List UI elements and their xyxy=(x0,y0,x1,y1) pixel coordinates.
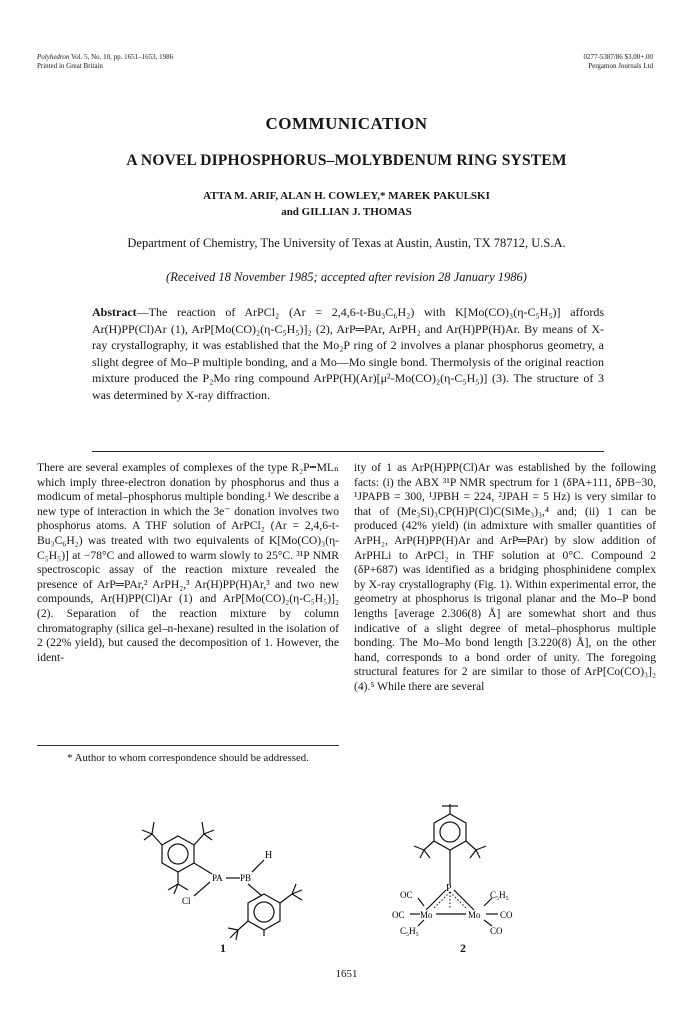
abstract xyxy=(92,304,604,404)
s1-pa-label: PA xyxy=(212,873,223,883)
body-column-left: There are several examples of complexes of the type R₂P┅MLₙ which imply three-electron donation by phosphorus and thus a modicum of metal–phosphorus multiple bonding.¹ We describe a new type of interaction in which the 3e⁻ donation involves two phosphorus atoms. A THF solution of ArPCl₂ (Ar = 2,4,6-t-Bu₃C₆H₂) was treated with two equivalents of K[Mo(CO)₃(η-C₅H₅)] at −78°C and allowed to warm slowly to 25°C. ³¹P NMR spectroscopic assay of the reaction mixture revealed the presence of ArP═PAr,² ArPH₂,³ Ar(H)PP(H)Ar,³ and two new compounds, Ar(H)PP(Cl)Ar (1) and ArP[Mo(CO)₂(η-C₅H₅)]₂ (2). Separation of the reaction mixture by column chromatography (silica gel–n-hexane) resulted in the isolation of 2 (22% yield), but caused the decomposition of 1. However, the ident- xyxy=(37,461,339,664)
running-header-left xyxy=(37,53,173,71)
authors-line-2: and GILLIAN J. THOMAS xyxy=(281,206,412,218)
aryl-ring-2 xyxy=(434,814,466,850)
citation: Vol. 5, No. 10, pp. 1651–1653, 1986 xyxy=(69,53,174,61)
footnote-rule xyxy=(37,745,339,746)
section-heading: COMMUNICATION xyxy=(265,114,428,133)
s2-mo-left-label: Mo xyxy=(420,910,433,920)
aryl-ring-b-circle xyxy=(254,902,274,922)
abstract-heading: Abstract xyxy=(92,305,137,319)
s1-cl-label: Cl xyxy=(182,896,191,906)
authors-line-1: ATTA M. ARIF, ALAN H. COWLEY,* MAREK PAKULSKI xyxy=(203,190,490,202)
affiliation: Department of Chemistry, The University of Texas at Austin, Austin, TX 78712, U.S.A. xyxy=(127,236,566,250)
paper-title: A NOVEL DIPHOSPHORUS–MOLYBDENUM RING SYSTEM xyxy=(126,152,567,169)
s1-pb-label: PB xyxy=(240,873,252,883)
publisher: Pergamon Journals Ltd xyxy=(588,62,653,70)
abstract-text: —The reaction of ArPCl₂ (Ar = 2,4,6-t-Bu₃C₆H₂) with K[Mo(CO)₃(η-C₅H₅)] affords Ar(H)PP(Cl)Ar (1), ArP[Mo(CO)₂(η-C₅H₅)]₂ (2), ArP═PAr, ArPH₂ and Ar(H)PP(H)Ar. By means of X-ray crystallography, it was established that the Mo₂P ring of 2 involves a planar phosphorus geometry, a slight degree of Mo–P multiple bonding, and a Mo—Mo single bond. Thermolysis of the original reaction mixture produced the P₂Mo ring compound ArPP(H)(Ar)[μ²-Mo(CO)₂(η-C₅H₅)] (3). The structure of 3 was determined by X-ray diffraction. xyxy=(92,305,604,402)
s2-c5h5-top-label: C₅H₅ xyxy=(490,890,509,900)
s2-oc-mid-label: OC xyxy=(392,910,405,920)
s2-c5h5-bot-label: C₅H₅ xyxy=(400,926,419,936)
abstract-rule xyxy=(92,451,604,452)
aryl-ring-a xyxy=(162,836,194,872)
body-column-right: ity of 1 as ArP(H)PP(Cl)Ar was established by the following facts: (i) the ABX ³¹P NMR spectrum for 1 (δPA+111, δPB−30, ¹JPAPB = 300, ¹JPBH = 224, ²JPAH = 5 Hz) is very similar to that of (Me₃Si)₃CP(H)P(Cl)C(SiMe₃)₃,⁴ and; (ii) 1 can be produced (42% yield) (in admixture with smaller quantities of ArPH₂, ArP(H)PP(H)Ar and ArP═PAr) by slow addition of ArPHLi to ArPCl₂ in THF solution at 0°C. Compound 2 (δP+687) was identified as a bridging phosphinidene complex by X-ray crystallography (Fig. 1). Within experimental error, the geometry at phosphorus is trigonal planar and the Mo–P bond lengths [average 2.306(8) Å] are somewhat short and thus indicative of a slight degree of metal–phosphorus multiple bonding. The Mo–Mo bond length [3.220(8) Å], on the other hand, corresponds to a bond order of unity. The foregoing structural features for 2 are similar to those of ArP[Co(CO)₃]₂ (4).⁵ While there are several xyxy=(354,461,656,693)
compound-1-label: 1 xyxy=(220,941,226,955)
journal-name: Polyhedron xyxy=(37,53,70,61)
received-dates: (Received 18 November 1985; accepted after revision 28 January 1986) xyxy=(166,270,527,284)
aryl-ring-2-circle xyxy=(440,822,460,842)
page-number: 1651 xyxy=(335,968,358,980)
aryl-ring-a-circle xyxy=(168,844,188,864)
printed-in: Printed in Great Britain xyxy=(37,62,103,70)
s2-p-label: P xyxy=(446,883,452,894)
aryl-ring-b xyxy=(248,894,280,930)
compound-2-label: 2 xyxy=(460,941,466,955)
issn-price: 0277-5387/86 $3.00+.00 xyxy=(583,53,653,61)
s2-co-mid-label: CO xyxy=(500,910,513,920)
s1-h-label: H xyxy=(265,850,273,861)
author-list xyxy=(0,188,693,220)
s2-mo-right-label: Mo xyxy=(468,910,481,920)
running-header-right xyxy=(584,53,653,71)
footnote: * Author to whom correspondence should be addressed. xyxy=(67,752,309,764)
structure-1-diagram xyxy=(130,808,320,943)
s2-co-bot-label: CO xyxy=(490,926,503,936)
s2-oc-top-label: OC xyxy=(400,890,413,900)
structure-2-diagram xyxy=(380,800,560,940)
